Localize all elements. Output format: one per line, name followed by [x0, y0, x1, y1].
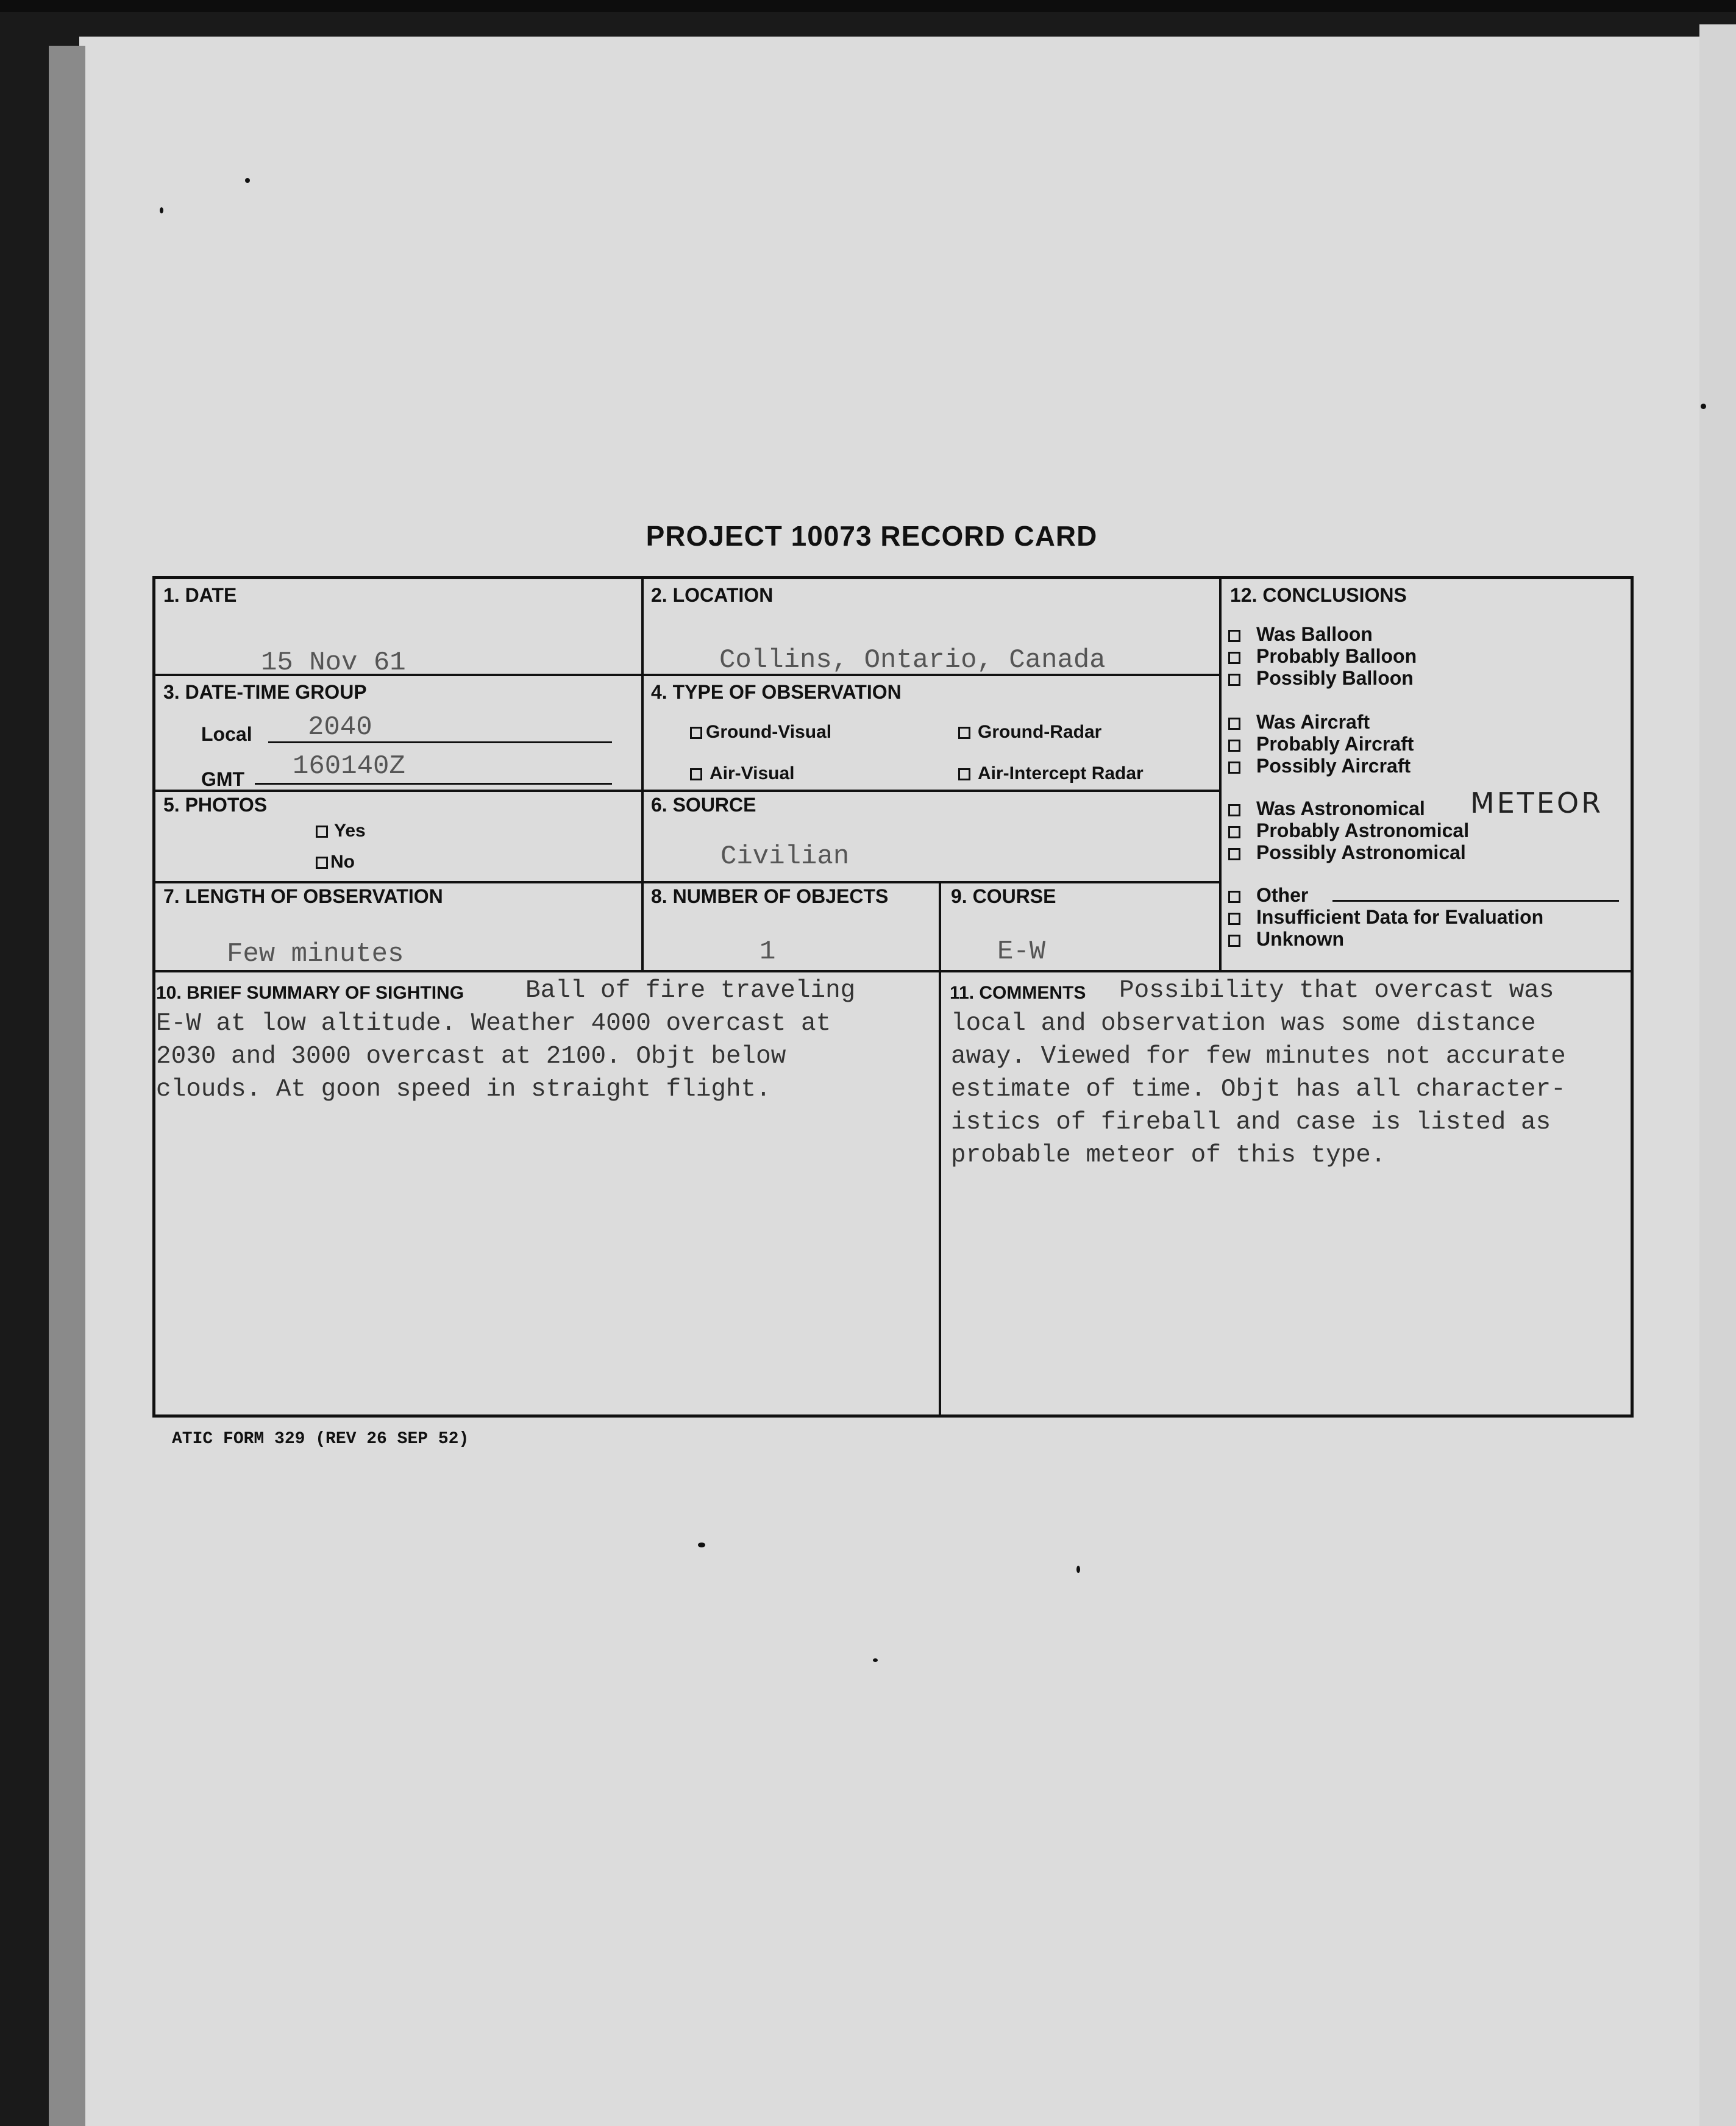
obs-air-visual[interactable]: Air-Visual	[690, 763, 795, 784]
comments-line5: istics of fireball and case is listed as	[951, 1108, 1551, 1136]
checkbox-icon	[1228, 762, 1240, 774]
film-edge-right	[1699, 24, 1736, 2126]
photos-yes[interactable]: Yes	[316, 821, 366, 841]
dust-speck	[160, 207, 163, 213]
source-label: 6. SOURCE	[651, 794, 756, 816]
dust-speck	[1076, 1566, 1080, 1573]
objects-label: 8. NUMBER OF OBJECTS	[651, 885, 889, 907]
card-title: PROJECT 10073 RECORD CARD	[646, 520, 1098, 552]
dust-speck	[698, 1543, 705, 1547]
checkbox-icon	[1228, 848, 1240, 860]
checkbox-icon	[1228, 630, 1240, 642]
checkbox-icon	[1228, 913, 1240, 925]
summary-line1: Ball of fire traveling	[525, 977, 856, 1005]
course-value: E-W	[997, 936, 1046, 967]
checkbox-icon	[1228, 718, 1240, 730]
dust-speck	[1701, 404, 1706, 409]
checkbox-icon	[1228, 935, 1240, 947]
divider-col1	[641, 579, 644, 970]
conclusion-probably-aircraft[interactable]: Probably Aircraft	[1228, 733, 1414, 755]
location-value: Collins, Ontario, Canada	[719, 645, 1106, 676]
dust-speck	[245, 178, 250, 183]
conclusion-was-astronomical[interactable]: Was Astronomical	[1228, 797, 1425, 820]
photos-no[interactable]: No	[316, 852, 355, 872]
handwritten-meteor: METEOR	[1470, 787, 1604, 819]
checkbox-icon	[1228, 804, 1240, 816]
dtg-gmt-value: 160140Z	[293, 751, 405, 782]
conclusion-was-aircraft[interactable]: Was Aircraft	[1228, 711, 1370, 733]
conclusion-possibly-astronomical[interactable]: Possibly Astronomical	[1228, 841, 1466, 864]
comments-line4: estimate of time. Objt has all character-	[951, 1075, 1566, 1104]
photos-label: 5. PHOTOS	[163, 794, 268, 816]
checkbox-checked-icon	[1228, 826, 1240, 838]
checkbox-icon	[1228, 674, 1240, 686]
dust-speck	[873, 1658, 878, 1662]
summary-line3: 2030 and 3000 overcast at 2100. Objt below	[156, 1043, 786, 1071]
checkbox-icon	[958, 727, 970, 739]
comments-label: 11. COMMENTS	[950, 983, 1086, 1003]
comments-line3: away. Viewed for few minutes not accurate	[951, 1043, 1566, 1071]
summary-label: 10. BRIEF SUMMARY OF SIGHTING	[156, 983, 464, 1003]
conclusion-other[interactable]: Other	[1228, 884, 1308, 907]
dtg-gmt-line	[255, 783, 612, 785]
dtg-gmt-label: GMT	[201, 768, 245, 790]
obs-type-label: 4. TYPE OF OBSERVATION	[651, 681, 902, 703]
form-footer: ATIC FORM 329 (REV 26 SEP 52)	[172, 1430, 469, 1449]
obs-air-intercept-radar[interactable]: Air-Intercept Radar	[958, 763, 1144, 784]
film-edge-shadow	[49, 46, 85, 2126]
checkbox-icon	[1228, 740, 1240, 752]
divider-col3	[939, 883, 941, 1414]
dtg-local-label: Local	[201, 723, 252, 745]
divider-row2	[155, 790, 1222, 792]
conclusion-unknown[interactable]: Unknown	[1228, 928, 1344, 951]
summary-line2: E-W at low altitude. Weather 4000 overcast at	[156, 1010, 831, 1038]
summary-line4: clouds. At goon speed in straight flight.	[156, 1075, 771, 1104]
film-edge-top	[0, 0, 1736, 12]
source-value: Civilian	[720, 841, 850, 872]
other-underline	[1332, 900, 1619, 902]
checkbox-icon	[690, 768, 702, 780]
dtg-label: 3. DATE-TIME GROUP	[163, 681, 367, 703]
location-label: 2. LOCATION	[651, 584, 774, 606]
objects-value: 1	[760, 936, 776, 967]
checkbox-icon	[958, 768, 970, 780]
conclusion-probably-astronomical[interactable]: Probably Astronomical	[1228, 819, 1469, 842]
comments-line1: Possibility that overcast was	[1119, 977, 1554, 1005]
obs-ground-radar[interactable]: Ground-Radar	[958, 722, 1101, 743]
date-value: 15 Nov 61	[261, 647, 406, 678]
conclusion-possibly-aircraft[interactable]: Possibly Aircraft	[1228, 755, 1410, 777]
conclusion-possibly-balloon[interactable]: Possibly Balloon	[1228, 667, 1414, 690]
course-label: 9. COURSE	[951, 885, 1056, 907]
comments-line2: local and observation was some distance	[951, 1010, 1536, 1038]
checkbox-icon	[1228, 891, 1240, 903]
checkbox-checked-icon	[690, 727, 702, 739]
checkbox-icon	[316, 826, 328, 838]
conclusions-label: 12. CONCLUSIONS	[1230, 584, 1407, 606]
divider-col2	[1219, 579, 1222, 970]
conclusion-was-balloon[interactable]: Was Balloon	[1228, 623, 1373, 646]
checkbox-checked-icon	[316, 857, 328, 869]
comments-line6: probable meteor of this type.	[951, 1141, 1386, 1169]
conclusion-probably-balloon[interactable]: Probably Balloon	[1228, 645, 1417, 668]
checkbox-icon	[1228, 652, 1240, 664]
length-value: Few minutes	[227, 939, 404, 969]
divider-row4	[155, 970, 1631, 972]
divider-row3	[155, 881, 1222, 883]
length-label: 7. LENGTH OF OBSERVATION	[163, 885, 443, 907]
conclusion-insufficient-data[interactable]: Insufficient Data for Evaluation	[1228, 906, 1543, 929]
obs-ground-visual[interactable]: Ground-Visual	[690, 722, 831, 743]
dtg-local-value: 2040	[308, 712, 372, 743]
date-label: 1. DATE	[163, 584, 237, 606]
